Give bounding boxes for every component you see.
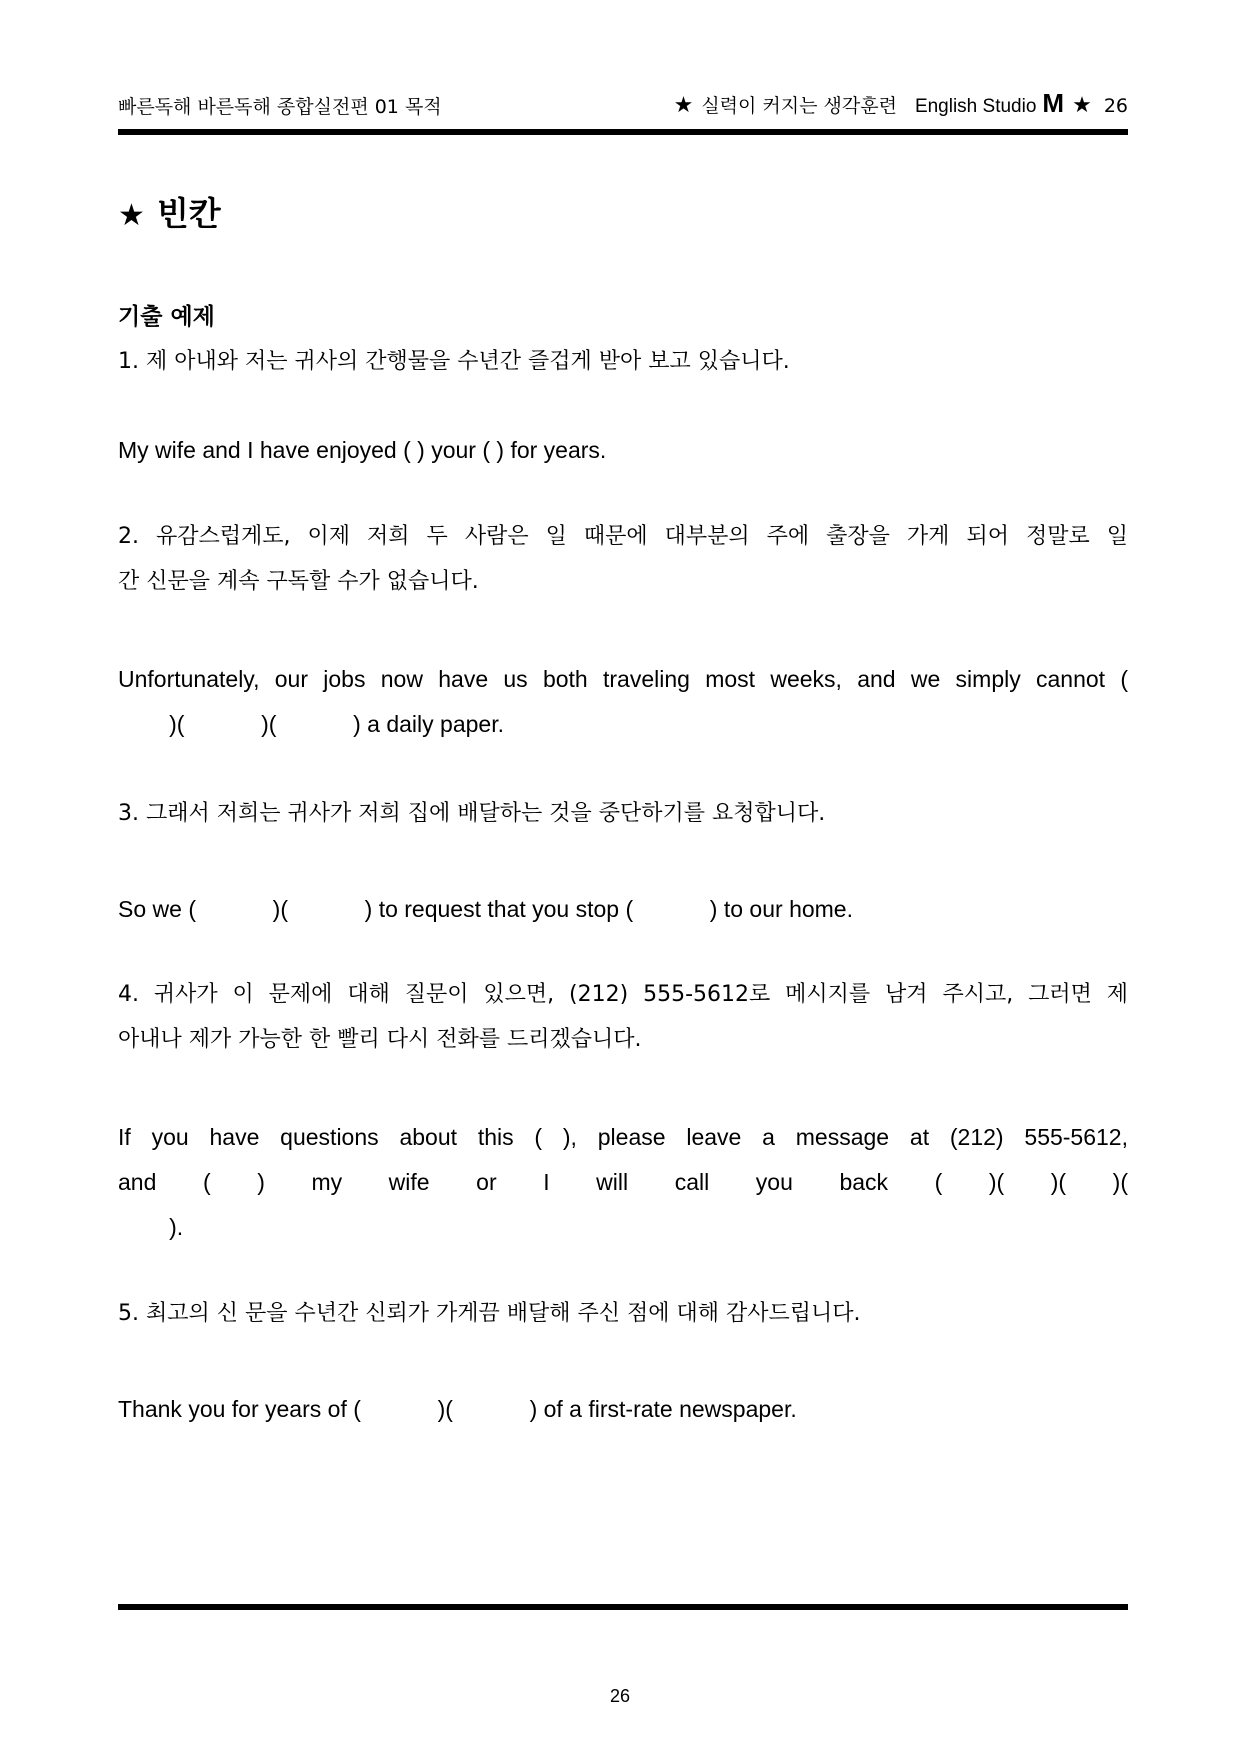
book-title: 빠른독해 바른독해 종합실전편 01 목적 <box>118 96 442 118</box>
item-4-korean-line-2: 아내나 제가 가능한 한 빨리 다시 전화를 드리겠습니다. <box>118 1027 642 1052</box>
star-icon: ★ <box>118 198 145 233</box>
item-4-english-line-3: ). <box>118 1214 184 1240</box>
subheading: 기출 예제 <box>118 304 215 330</box>
item-2-korean-line-1: 2. 유감스럽게도, 이제 저희 두 사람은 일 때문에 대부분의 주에 출장을 가게 되어 정말로 일 <box>118 524 1128 549</box>
section-title-text: 빈칸 <box>156 194 221 233</box>
item-4-korean-line-1: 4. 귀사가 이 문제에 대해 질문이 있으면, (212) 555-5612로 메시지를 남겨 주시고, 그러면 제 <box>118 982 1128 1007</box>
item-3-korean: 3. 그래서 저희는 귀사가 저희 집에 배달하는 것을 중단하기를 요청합니다. <box>118 801 826 826</box>
footer-page-number: 26 <box>609 1686 631 1706</box>
item-1-english: My wife and I have enjoyed ( ) your ( ) for years. <box>118 437 607 463</box>
item-3-english: So we ( )( ) to request that you stop ( ) to our home. <box>118 896 853 922</box>
slogan: 실력이 커지는 생각훈련 <box>701 95 897 117</box>
item-1-korean: 1. 제 아내와 저는 귀사의 간행물을 수년간 즐겁게 받아 보고 있습니다. <box>118 349 790 374</box>
footer-rule <box>118 1604 1128 1610</box>
item-4-english-line-2: and ( ) my wife or I will call you back ( )( )( )( <box>118 1169 1128 1195</box>
item-2-korean-line-2: 간 신문을 계속 구독할 수가 없습니다. <box>118 569 479 594</box>
header-page-number: 26 <box>1103 95 1128 117</box>
item-2-english-line-1: Unfortunately, our jobs now have us both traveling most weeks, and we simply cannot ( <box>118 666 1128 692</box>
brand-mark: M <box>1042 88 1065 118</box>
star-icon: ★ <box>673 93 694 118</box>
header-brand <box>666 88 1128 119</box>
section-title <box>118 188 221 235</box>
item-5-english: Thank you for years of ( )( ) of a first-rate newspaper. <box>118 1396 797 1422</box>
item-4-english-line-1: If you have questions about this ( ), please leave a message at (212) 555-5612, <box>118 1124 1128 1150</box>
header-rule <box>118 129 1128 135</box>
star-icon: ★ <box>1072 93 1092 118</box>
item-2-english-line-2: )( )( ) a daily paper. <box>118 711 504 737</box>
brand-text: English Studio <box>914 96 1037 117</box>
item-5-korean: 5. 최고의 신 문을 수년간 신뢰가 가게끔 배달해 주신 점에 대해 감사드립니다. <box>118 1301 861 1326</box>
page-header <box>118 88 1128 116</box>
